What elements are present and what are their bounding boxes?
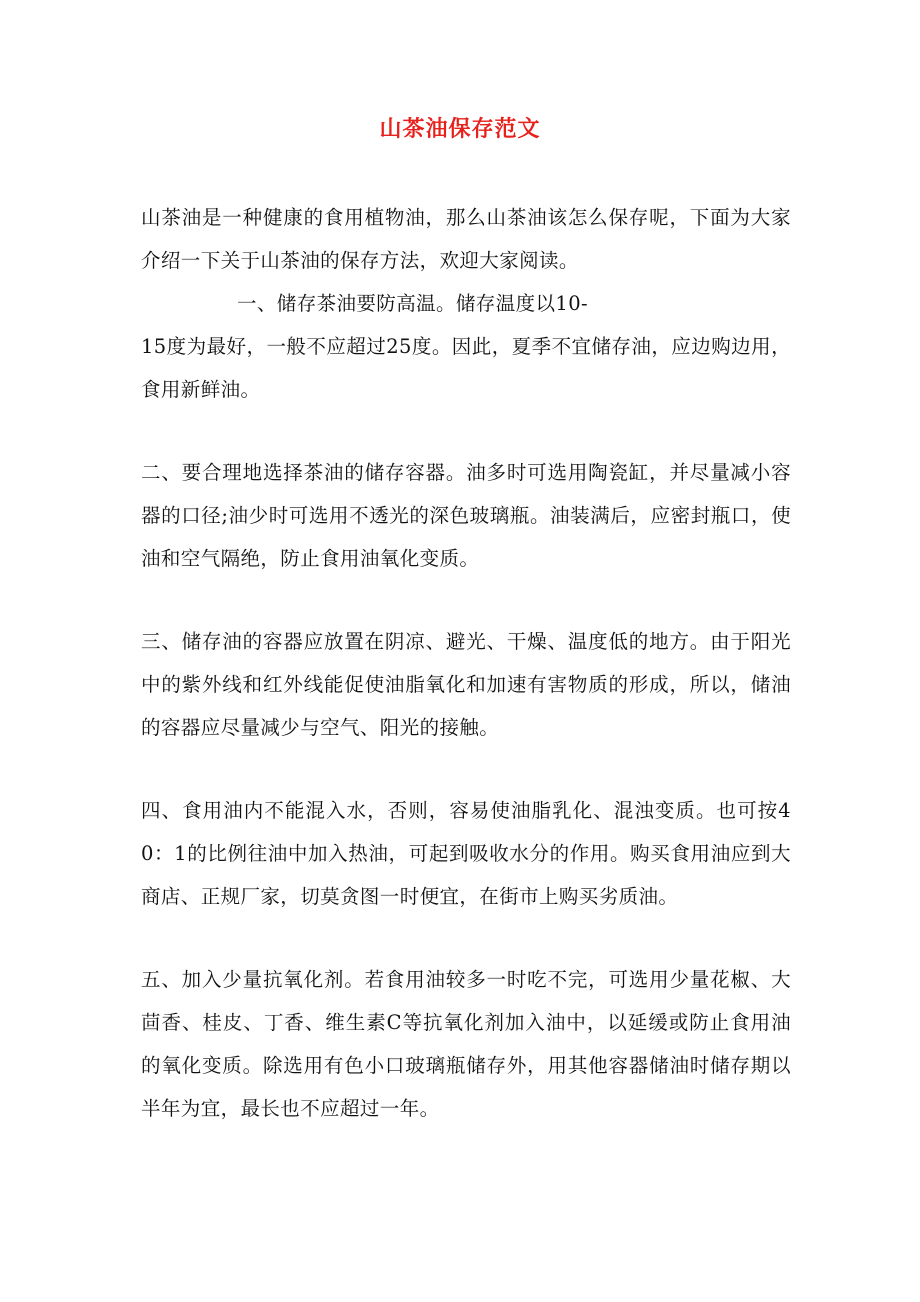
paragraph-gap [141, 749, 791, 789]
intro-paragraph: 山茶油是一种健康的食用植物油，那么山茶油该怎么保存呢，下面为大家介绍一下关于山茶油的保存方法，欢迎大家阅读。 [141, 206, 791, 272]
paragraph-gap [141, 580, 791, 620]
item-3-paragraph: 三、储存油的容器应放置在阴凉、避光、干燥、温度低的地方。由于阳光中的紫外线和红外线能促使油脂氧化和加速有害物质的形成，所以，储油的容器应尽量减少与空气、阳光的接触。 [141, 630, 791, 739]
paragraph-gap [141, 411, 791, 451]
document-body [141, 196, 791, 1130]
paragraph-gap [141, 918, 791, 958]
item-4-paragraph: 四、食用油内不能混入水，否则，容易使油脂乳化、混浊变质。也可按40：1的比例往油中加入热油，可起到吸收水分的作用。购买食用油应到大商店、正规厂家，切莫贪图一时便宜，在街市上购买劣质油。 [141, 799, 791, 908]
item-1-paragraph: 15度为最好，一般不应超过25度。因此，夏季不宜储存油，应边购边用，食用新鲜油。 [141, 335, 791, 401]
document-title: 山茶油保存范文 [379, 116, 541, 142]
item-5-paragraph: 五、加入少量抗氧化剂。若食用油较多一时吃不完，可选用少量花椒、大茴香、桂皮、丁香、维生素C等抗氧化剂加入油中，以延缓或防止食用油的氧化变质。除选用有色小口玻璃瓶储存外，用其他容器储油时储存期以半年为宜，最长也不应超过一年。 [141, 968, 791, 1120]
item-1-first-line: 一、储存茶油要防高温。储存温度以10- [237, 292, 589, 315]
item-2-paragraph: 二、要合理地选择茶油的储存容器。油多时可选用陶瓷缸，并尽量减小容器的口径;油少时可选用不透光的深色玻璃瓶。油装满后，应密封瓶口，使油和空气隔绝，防止食用油氧化变质。 [141, 461, 791, 570]
